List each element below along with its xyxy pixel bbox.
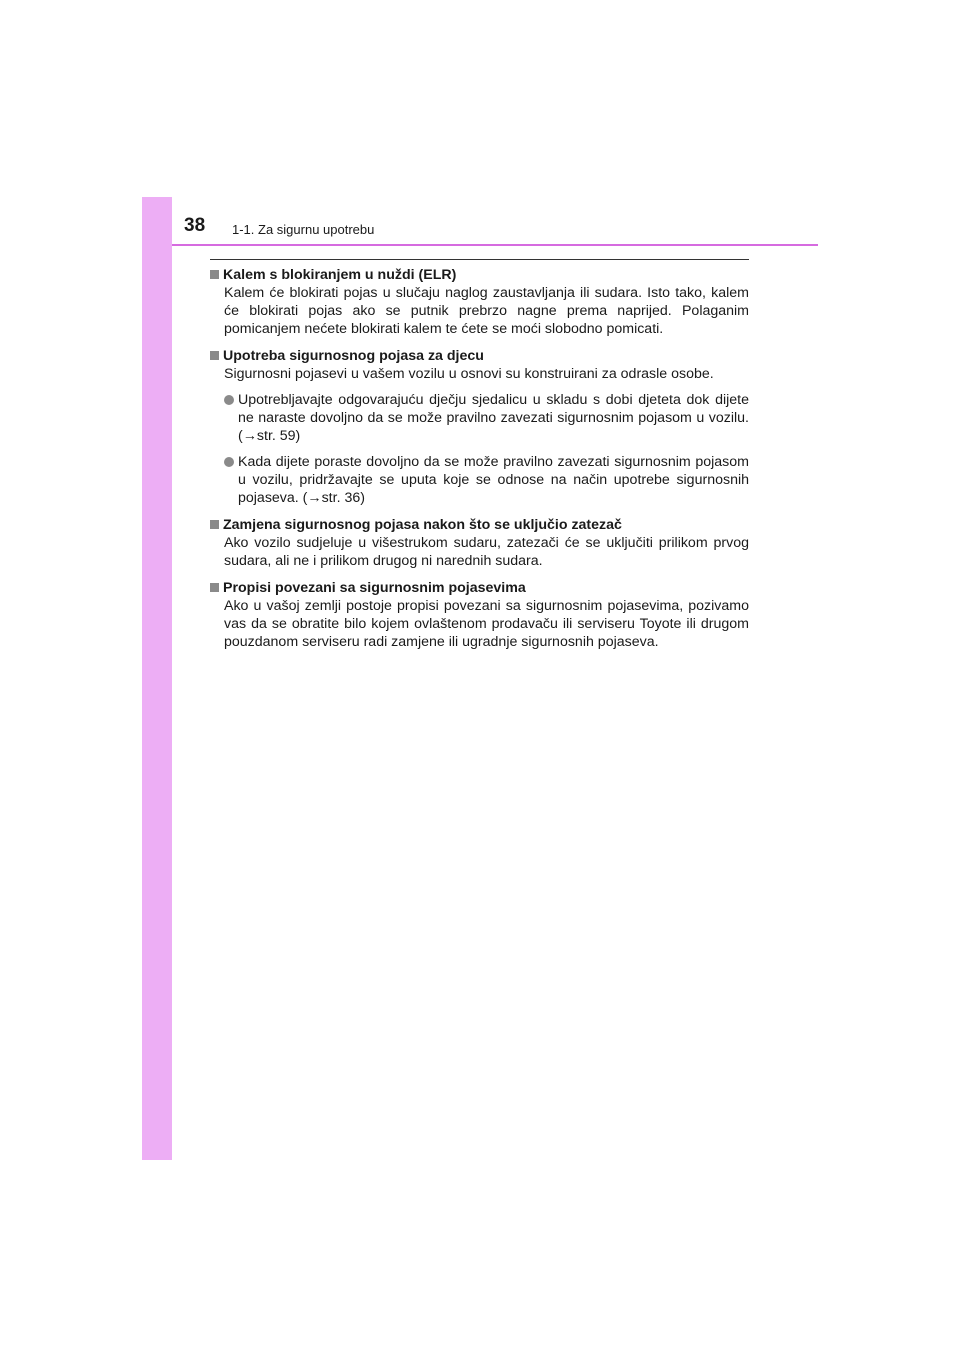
section-paragraph: Kalem će blokirati pojas u slučaju naglog zaustavljanja ili sudara. Isto tako, kalem će blokirati pojas ako se putnik prebrzo nagne prema naprijed. Polaganim pomicanjem nećete blokirati kalem te ćete se moći slobodno pomicati. xyxy=(224,285,749,337)
list-item-text: Upotrebljavajte odgovarajuću dječju sjedalicu u skladu s dobi djeteta dok dijete ne naraste dovoljno da se može pravilno zavezati sigurnosnim pojasom u vozilu. (→str. 59) xyxy=(238,392,749,444)
list-item xyxy=(224,391,749,445)
header-divider xyxy=(172,244,818,246)
square-bullet-icon xyxy=(210,520,219,529)
content-divider xyxy=(210,259,749,260)
section-elr xyxy=(210,266,749,338)
list-item-text: Kada dijete poraste dovoljno da se može pravilno zavezati sigurnosnim pojasom u vozilu, pridržavajte se uputa koje se odnose na način upotrebe sigurnosnih pojaseva. (→str. 36) xyxy=(238,454,749,506)
content-body xyxy=(210,266,749,660)
page-number: 38 xyxy=(184,215,206,236)
section-heading xyxy=(210,579,749,597)
section-paragraph: Ako vozilo sudjeluje u višestrukom sudaru, zatezači će se uključiti prilikom prvog sudara, ali ne i prilikom drugog ni narednih sudara. xyxy=(224,535,749,569)
list-item xyxy=(224,453,749,507)
section-heading xyxy=(210,347,749,365)
section-heading xyxy=(210,266,749,284)
section-heading-text: Propisi povezani sa sigurnosnim pojasevima xyxy=(223,580,526,596)
square-bullet-icon xyxy=(210,270,219,279)
section-heading-text: Kalem s blokiranjem u nuždi (ELR) xyxy=(223,267,457,283)
square-bullet-icon xyxy=(210,351,219,360)
section-regulations xyxy=(210,579,749,651)
square-bullet-icon xyxy=(210,583,219,592)
section-heading-text: Upotreba sigurnosnog pojasa za djecu xyxy=(223,348,484,364)
section-paragraph: Ako u vašoj zemlji postoje propisi povezani sa sigurnosnim pojasevima, pozivamo vas da se obratite bilo kojem ovlaštenom prodavaču ili serviseru Toyote ili drugom pouzdanom serviseru radi zamjene ili ugradnje sigurnosnih pojaseva. xyxy=(224,598,749,650)
section-child-belt xyxy=(210,347,749,507)
circle-bullet-icon xyxy=(224,395,234,405)
chapter-title: 1-1. Za sigurnu upotrebu xyxy=(232,222,375,237)
side-color-band xyxy=(142,197,172,1160)
section-paragraph: Sigurnosni pojasevi u vašem vozilu u osnovi su konstruirani za odrasle osobe. xyxy=(224,366,714,382)
section-pretensioner xyxy=(210,516,749,570)
circle-bullet-icon xyxy=(224,457,234,467)
section-heading-text: Zamjena sigurnosnog pojasa nakon što se uključio zatezač xyxy=(223,517,622,533)
section-heading xyxy=(210,516,749,534)
